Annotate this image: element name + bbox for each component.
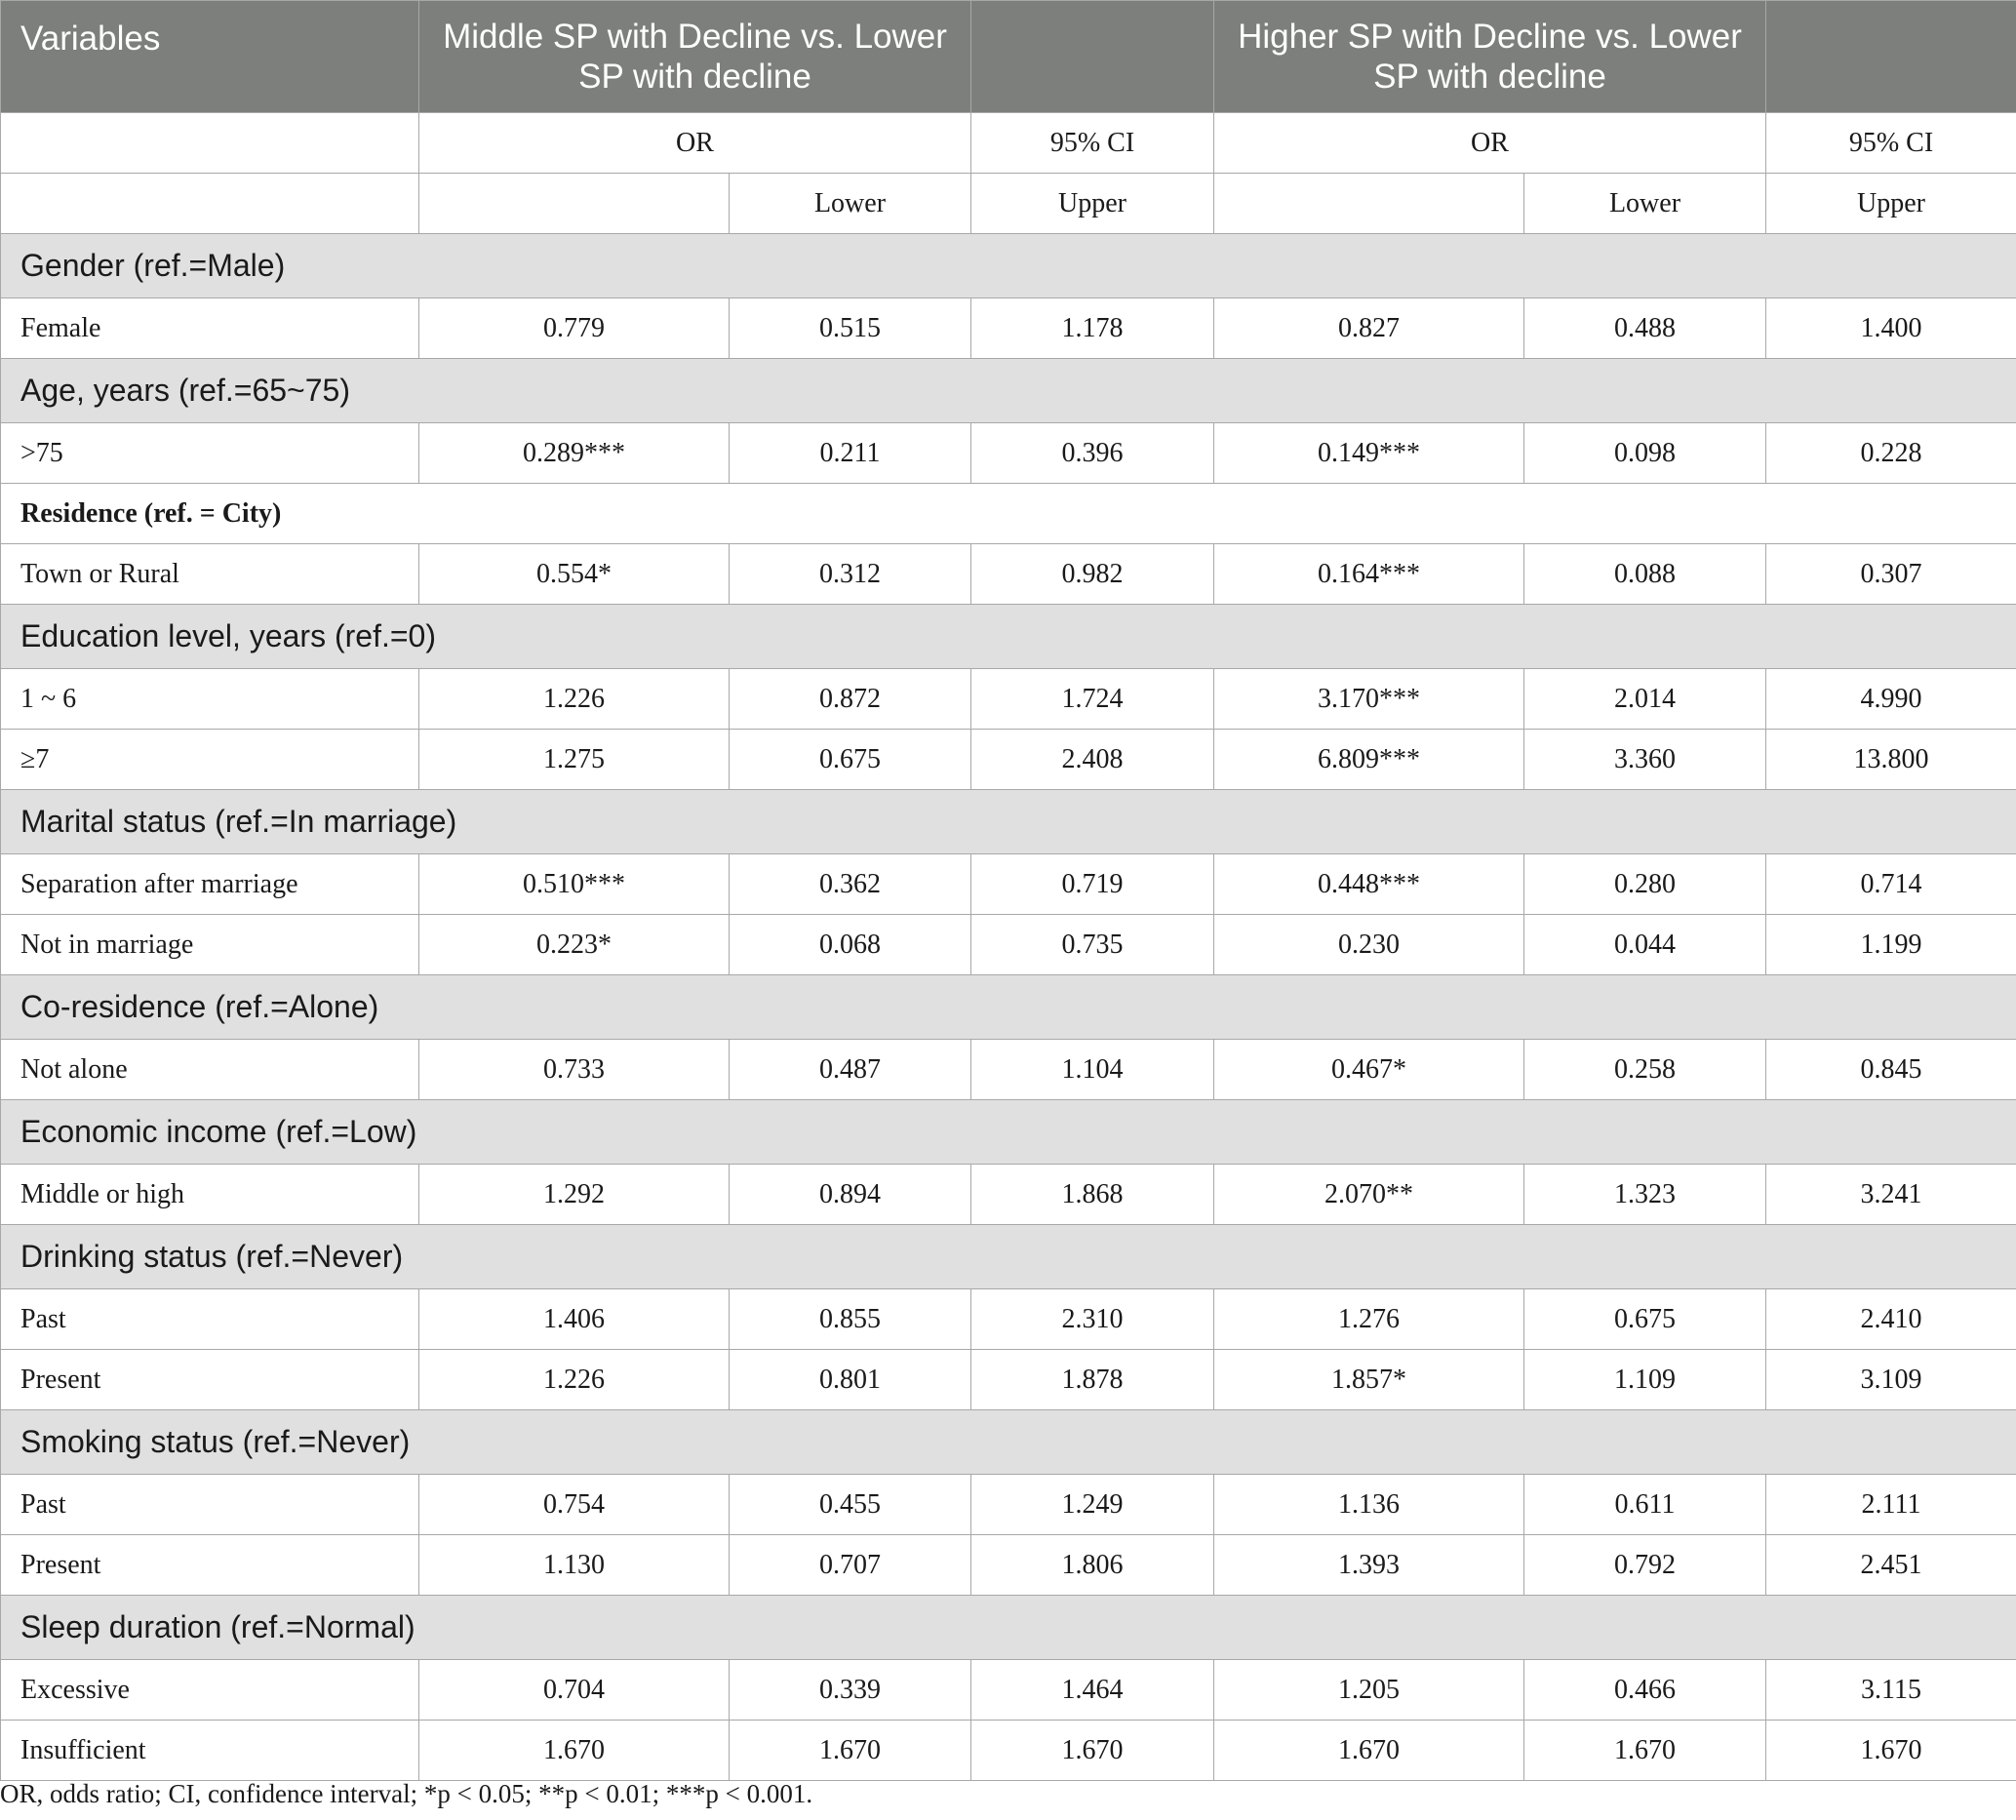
group-label: Sleep duration (ref.=Normal) — [1, 1596, 2016, 1660]
value-cell: 0.362 — [730, 854, 971, 915]
group-label: Drinking status (ref.=Never) — [1, 1225, 2016, 1289]
value-cell: 3.170*** — [1214, 669, 1524, 730]
row-label: 1 ~ 6 — [1, 669, 419, 730]
table-row — [1, 1289, 2016, 1350]
value-cell: 1.878 — [971, 1350, 1214, 1410]
row-label: Present — [1, 1350, 419, 1410]
row-label: Excessive — [1, 1660, 419, 1721]
value-cell: 0.735 — [971, 915, 1214, 975]
table-footnote: OR, odds ratio; CI, confidence interval; *p < 0.05; **p < 0.01; ***p < 0.001. — [0, 1779, 813, 1808]
value-cell: 0.733 — [419, 1040, 730, 1100]
value-cell: 1.323 — [1524, 1165, 1766, 1225]
group-row — [1, 605, 2016, 669]
ci-header-higher: 95% CI — [1766, 113, 2016, 174]
value-cell: 1.104 — [971, 1040, 1214, 1100]
value-cell: 1.130 — [419, 1535, 730, 1596]
upper-header-higher: Upper — [1766, 174, 2016, 234]
value-cell: 0.754 — [419, 1475, 730, 1535]
table-row — [1, 1535, 2016, 1596]
value-cell: 1.275 — [419, 730, 730, 790]
value-cell: 0.044 — [1524, 915, 1766, 975]
row-label: Separation after marriage — [1, 854, 419, 915]
row-label: Not in marriage — [1, 915, 419, 975]
row-label: Town or Rural — [1, 544, 419, 605]
value-cell: 0.792 — [1524, 1535, 1766, 1596]
value-cell: 1.226 — [419, 669, 730, 730]
value-cell: 3.241 — [1766, 1165, 2016, 1225]
value-cell: 0.845 — [1766, 1040, 2016, 1100]
value-cell: 0.448*** — [1214, 854, 1524, 915]
value-cell: 1.670 — [419, 1721, 730, 1781]
group-row — [1, 790, 2016, 854]
row-label: Not alone — [1, 1040, 419, 1100]
value-cell: 1.136 — [1214, 1475, 1524, 1535]
group-label: Economic income (ref.=Low) — [1, 1100, 2016, 1165]
row-label: Past — [1, 1289, 419, 1350]
value-cell: 1.670 — [971, 1721, 1214, 1781]
ci-header-middle: 95% CI — [971, 113, 1214, 174]
value-cell: 13.800 — [1766, 730, 2016, 790]
value-cell: 0.714 — [1766, 854, 2016, 915]
value-cell: 1.464 — [971, 1660, 1214, 1721]
group-label: Co-residence (ref.=Alone) — [1, 975, 2016, 1040]
header-blank-cell — [419, 174, 730, 234]
row-label: Female — [1, 298, 419, 359]
value-cell: 1.670 — [1766, 1721, 2016, 1781]
value-cell: 1.249 — [971, 1475, 1214, 1535]
value-cell: 2.014 — [1524, 669, 1766, 730]
table-row — [1, 915, 2016, 975]
value-cell: 2.408 — [971, 730, 1214, 790]
value-cell: 1.670 — [730, 1721, 971, 1781]
table-row — [1, 1721, 2016, 1781]
row-label: Insufficient — [1, 1721, 419, 1781]
group-label: Gender (ref.=Male) — [1, 234, 2016, 298]
value-cell: 1.205 — [1214, 1660, 1524, 1721]
table-row — [1, 1350, 2016, 1410]
value-cell: 0.704 — [419, 1660, 730, 1721]
value-cell: 0.312 — [730, 544, 971, 605]
value-cell: 0.982 — [971, 544, 1214, 605]
or-header-higher: OR — [1214, 113, 1766, 174]
value-cell: 1.393 — [1214, 1535, 1524, 1596]
value-cell: 0.510*** — [419, 854, 730, 915]
table-row — [1, 854, 2016, 915]
middle-sp-group-header: Middle SP with Decline vs. Lower SP with decline — [419, 1, 971, 113]
row-label: Present — [1, 1535, 419, 1596]
group-label: Smoking status (ref.=Never) — [1, 1410, 2016, 1475]
value-cell: 1.226 — [419, 1350, 730, 1410]
header-blank-cell — [1214, 174, 1524, 234]
value-cell: 0.707 — [730, 1535, 971, 1596]
table-row — [1, 423, 2016, 484]
value-cell: 1.406 — [419, 1289, 730, 1350]
higher-sp-group-header: Higher SP with Decline vs. Lower SP with decline — [1214, 1, 1766, 113]
value-cell: 1.806 — [971, 1535, 1214, 1596]
variables-header: Variables — [1, 1, 419, 113]
value-cell: 0.289*** — [419, 423, 730, 484]
value-cell: 0.223* — [419, 915, 730, 975]
value-cell: 2.451 — [1766, 1535, 2016, 1596]
value-cell: 0.149*** — [1214, 423, 1524, 484]
value-cell: 0.779 — [419, 298, 730, 359]
table-row — [1, 1475, 2016, 1535]
table-body — [1, 234, 2016, 1781]
group-row — [1, 1596, 2016, 1660]
row-label: Middle or high — [1, 1165, 419, 1225]
value-cell: 0.554* — [419, 544, 730, 605]
value-cell: 0.801 — [730, 1350, 971, 1410]
lower-header-higher: Lower — [1524, 174, 1766, 234]
value-cell: 0.467* — [1214, 1040, 1524, 1100]
value-cell: 1.199 — [1766, 915, 2016, 975]
group-label: Residence (ref. = City) — [1, 484, 2016, 544]
value-cell: 0.211 — [730, 423, 971, 484]
value-cell: 1.109 — [1524, 1350, 1766, 1410]
value-cell: 0.855 — [730, 1289, 971, 1350]
value-cell: 0.515 — [730, 298, 971, 359]
value-cell: 0.164*** — [1214, 544, 1524, 605]
value-cell: 1.724 — [971, 669, 1214, 730]
table-row — [1, 1040, 2016, 1100]
group-row — [1, 1225, 2016, 1289]
or-header-middle: OR — [419, 113, 971, 174]
group-label: Marital status (ref.=In marriage) — [1, 790, 2016, 854]
value-cell: 0.088 — [1524, 544, 1766, 605]
value-cell: 1.400 — [1766, 298, 2016, 359]
row-label: Past — [1, 1475, 419, 1535]
group-row — [1, 975, 2016, 1040]
value-cell: 0.675 — [1524, 1289, 1766, 1350]
value-cell: 1.857* — [1214, 1350, 1524, 1410]
upper-header-middle: Upper — [971, 174, 1214, 234]
value-cell: 0.068 — [730, 915, 971, 975]
group-row — [1, 359, 2016, 423]
group-row — [1, 484, 2016, 544]
value-cell: 0.719 — [971, 854, 1214, 915]
value-cell: 0.487 — [730, 1040, 971, 1100]
value-cell: 1.670 — [1214, 1721, 1524, 1781]
value-cell: 3.109 — [1766, 1350, 2016, 1410]
value-cell: 2.410 — [1766, 1289, 2016, 1350]
value-cell: 2.111 — [1766, 1475, 2016, 1535]
header-empty-cell — [971, 1, 1214, 113]
value-cell: 0.455 — [730, 1475, 971, 1535]
value-cell: 0.396 — [971, 423, 1214, 484]
value-cell: 0.827 — [1214, 298, 1524, 359]
value-cell: 1.292 — [419, 1165, 730, 1225]
table-row — [1, 298, 2016, 359]
table-row — [1, 669, 2016, 730]
value-cell: 0.339 — [730, 1660, 971, 1721]
value-cell: 0.280 — [1524, 854, 1766, 915]
value-cell: 4.990 — [1766, 669, 2016, 730]
value-cell: 0.098 — [1524, 423, 1766, 484]
value-cell: 1.868 — [971, 1165, 1214, 1225]
value-cell: 0.228 — [1766, 423, 2016, 484]
group-row — [1, 1100, 2016, 1165]
value-cell: 0.872 — [730, 669, 971, 730]
value-cell: 0.488 — [1524, 298, 1766, 359]
table-row — [1, 1660, 2016, 1721]
lower-header-middle: Lower — [730, 174, 971, 234]
header-blank-cell — [1, 113, 419, 174]
value-cell: 1.276 — [1214, 1289, 1524, 1350]
row-label: >75 — [1, 423, 419, 484]
value-cell: 0.307 — [1766, 544, 2016, 605]
row-label: ≥7 — [1, 730, 419, 790]
header-blank-cell — [1, 174, 419, 234]
table-row — [1, 730, 2016, 790]
group-row — [1, 1410, 2016, 1475]
value-cell: 3.360 — [1524, 730, 1766, 790]
value-cell: 0.675 — [730, 730, 971, 790]
value-cell: 0.894 — [730, 1165, 971, 1225]
value-cell: 3.115 — [1766, 1660, 2016, 1721]
value-cell: 1.178 — [971, 298, 1214, 359]
header-row-groups — [1, 1, 2016, 113]
header-row-bounds — [1, 174, 2016, 234]
value-cell: 0.258 — [1524, 1040, 1766, 1100]
value-cell: 2.070** — [1214, 1165, 1524, 1225]
header-row-measures — [1, 113, 2016, 174]
table-row — [1, 544, 2016, 605]
group-label: Age, years (ref.=65~75) — [1, 359, 2016, 423]
group-label: Education level, years (ref.=0) — [1, 605, 2016, 669]
value-cell: 0.611 — [1524, 1475, 1766, 1535]
value-cell: 6.809*** — [1214, 730, 1524, 790]
value-cell: 1.670 — [1524, 1721, 1766, 1781]
group-row — [1, 234, 2016, 298]
value-cell: 0.466 — [1524, 1660, 1766, 1721]
value-cell: 2.310 — [971, 1289, 1214, 1350]
header-empty-cell — [1766, 1, 2016, 113]
value-cell: 0.230 — [1214, 915, 1524, 975]
table-row — [1, 1165, 2016, 1225]
